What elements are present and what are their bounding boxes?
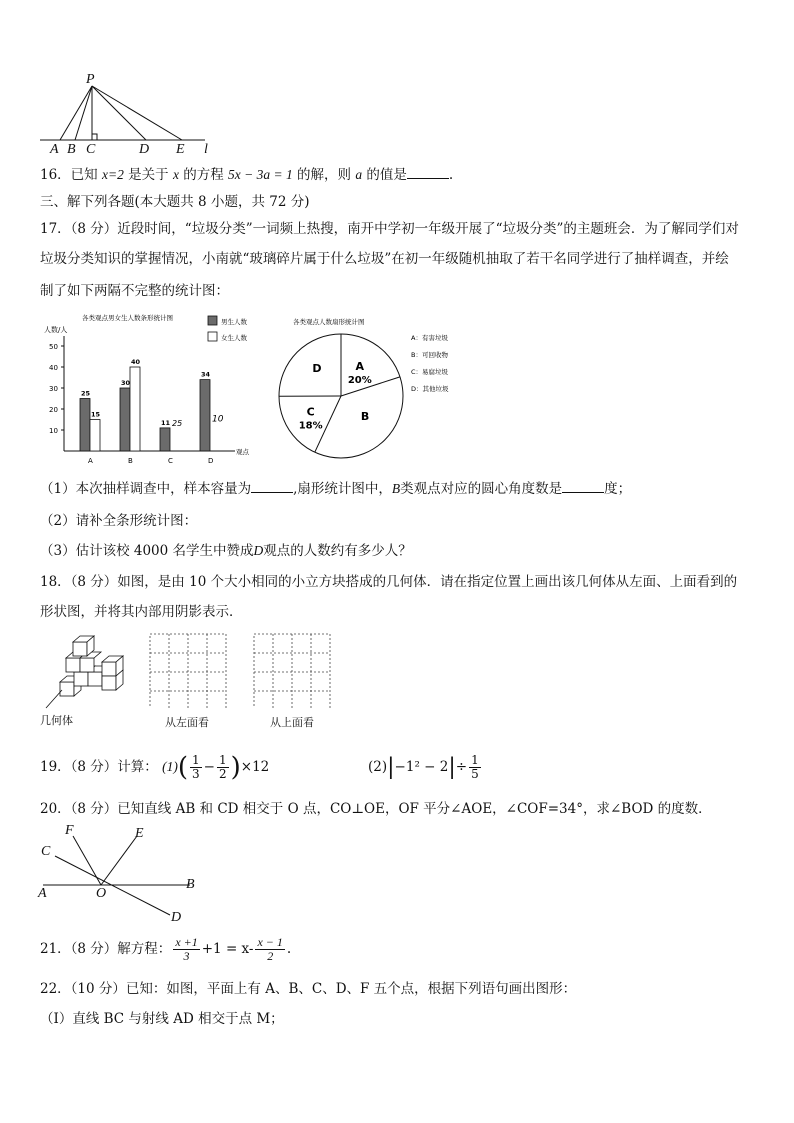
caption-top-view: 从上面看 [270,716,314,729]
x-tick-label: D [208,457,214,465]
label-F: F [65,823,74,838]
y-tick-label: 20 [49,406,58,414]
grid-left-view[interactable] [148,632,230,708]
y-axis-label: 人数/人 [44,326,68,334]
x-tick-label: A [88,457,93,465]
y-tick-label: 40 [49,364,58,372]
y-tick-label: 30 [49,385,58,393]
y-tick-label: 50 [49,343,58,351]
bar [90,420,100,452]
legend-swatch [208,332,217,341]
bar-value-label: 15 [91,410,101,419]
pie-legend-item: D：其他垃圾 [411,385,449,393]
cube-solid-figure [40,632,135,712]
label-C: C [86,142,96,157]
section-3-heading: 三、解下列各题(本大题共 8 小题，共 72 分) [40,194,310,210]
grid-top-view[interactable] [252,632,334,708]
angle-blank[interactable] [562,480,604,493]
x-axis-label: 观点 [236,448,249,456]
q18-line-1: 18．（8 分）如图，是由 10 个大小相同的小立方块搭成的几何体．请在指定位置上画出该几何体从左面、上面看到的 [40,574,738,590]
question-19: 19．（8 分）计算： (1)( $\frac{1}{3}$ − $\frac{1}{2}$ )×12 [40,752,270,783]
bar-value-label: 11 [161,418,171,427]
caption-left-view: 从左面看 [165,716,209,729]
label-C2: C [41,844,51,859]
label-l: l [204,142,208,157]
label-B2: B [186,877,195,892]
bar [130,367,140,451]
pie-chart-title: 各类观点人数扇形统计图 [293,318,365,326]
label-B: B [67,142,76,157]
lines-intersection-figure [35,822,205,922]
pie-legend-item: B：可回收物 [411,351,448,359]
pie-legend-item: C：易腐垃圾 [411,368,449,376]
sample-size-blank[interactable] [251,480,293,493]
pie-slice-value: 20% [347,375,372,387]
pie-slice-label: A [355,360,365,374]
label-E: E [176,142,185,157]
q22-line-1: 22．（10 分）已知：如图，平面上有 A、B、C、D、F 五个点，根据下列语句画出图形： [40,981,577,997]
label-A: A [50,142,59,157]
bar [160,428,170,451]
q17-line-1: 17．（8 分）近段时间，“垃圾分类”一词频上热搜，南开中学初一年级开展了“垃圾分类”的主题班会．为了解同学们对 [40,221,739,237]
question-21: 21．（8 分）解方程： $\frac{x +1}{3}$ +1 = x- $\frac{x - 1}{2}$ . [40,935,292,963]
bar-value-label: 34 [201,370,211,379]
bar [80,399,90,452]
x-tick-label: C [168,457,173,465]
y-tick-label: 10 [49,427,58,435]
label-O: O [96,886,107,901]
bar-value-label: 40 [131,358,141,366]
q18-line-2: 形状图，并将其内部用阴影表示． [40,604,243,620]
perpendicular-figure [30,72,230,157]
q22-sub-1: （Ⅰ）直线 BC 与射线 AD 相交于点 M； [40,1011,284,1027]
handwritten-note: 25 [172,418,183,428]
question-20: 20．（8 分）已知直线 AB 和 CD 相交于 O 点，CO⊥OE，OF 平分∠AOE，∠COF=34°，求∠BOD 的度数． [40,801,712,817]
bar-chart [40,308,265,468]
legend-label: 男生人数 [221,318,247,326]
caption-solid: 几何体 [40,714,73,727]
label-E2: E [135,826,144,841]
pie-legend-item: A：有害垃圾 [411,334,448,342]
bar [120,388,130,451]
q17-line-3: 制了如下两隔不完整的统计图： [40,283,229,299]
label-D2: D [171,910,182,925]
label-D: D [139,142,150,157]
pie-chart [265,312,475,462]
bar-value-label: 30 [121,379,131,387]
x-tick-label: B [128,457,133,465]
question-16: 16．已知 x=2 是关于 x 的方程 5x − 3a = 1 的解，则 a 的值是 . [40,167,454,183]
handwritten-note: 10 [212,414,224,425]
pie-slice-label: C [306,405,315,419]
label-P: P [86,72,95,87]
q17-sub-3: （3）估计该校 4000 名学生中赞成D观点的人数约有多少人？ [40,543,412,559]
pie-slice-label: D [312,361,322,375]
bar [200,380,210,451]
legend-swatch [208,316,217,325]
q17-sub-2: （2）请补全条形统计图： [40,513,198,529]
q17-sub-1: （1）本次抽样调查中，样本容量为 ,扇形统计图中，B类观点对应的圆心角度数是 度； [40,481,632,497]
q17-line-2: 垃圾分类知识的掌握情况，小南就“玻璃碎片属于什么垃圾”在初一年级随机抽取了若干名同学进行了抽样调查，并绘 [40,251,729,267]
pie-slice-label: B [360,410,370,424]
bar-value-label: 25 [81,389,91,398]
question-19-part-2: (2)|−1² − 2|÷ $\frac{1}{5}$ [368,753,479,781]
answer-blank[interactable] [407,166,449,179]
legend-label: 女生人数 [221,334,247,342]
label-A2: A [38,886,47,901]
pie-slice-value: 18% [298,420,323,432]
bar-chart-title: 各类观点男女生人数条形统计图 [82,314,173,322]
